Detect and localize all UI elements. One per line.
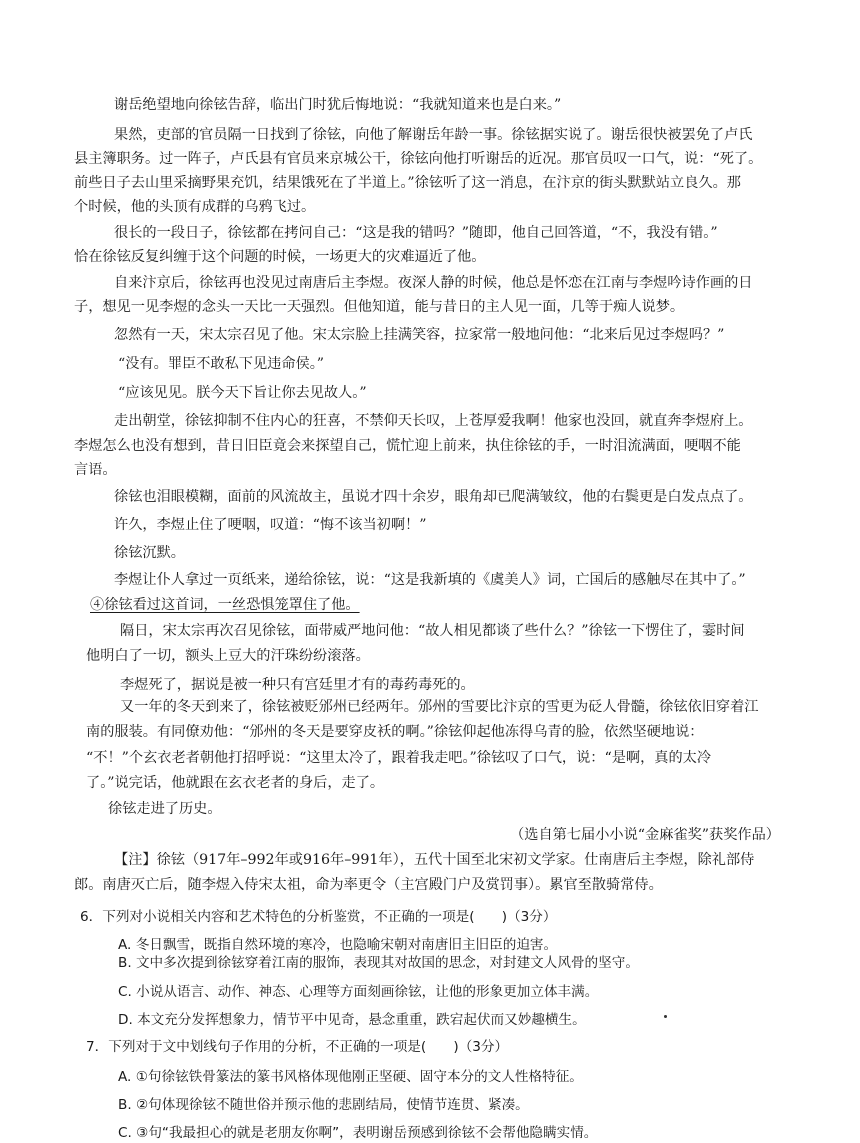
paragraph-line: 走出朝堂，徐铉抑制不住内心的狂喜，不禁仰天长叹，上苍厚爱我啊！他家也没回，就直奔李煜府上。: [114, 413, 753, 429]
paragraph-line: 李煜死了，据说是被一种只有宫廷里才有的毒药毒死的。: [120, 677, 475, 693]
footnote-line: 郎。南唐灭亡后，随李煜入侍宋太祖，命为率更令（主宫殿门户及赏罚事）。累官至散骑常侍。: [74, 877, 663, 893]
question-7-option-b: B. ②句体现徐铉不随世俗并预示他的悲剧结局，使情节连贯、紧凑。: [118, 1097, 529, 1113]
underlined-sentence-4: ④徐铉看过这首词，一丝恐惧笼罩住了他。: [90, 597, 360, 613]
paragraph-line: 县主簿职务。过一阵子，卢氏县有官员来京城公干，徐铉向他打听谢岳的近况。那官员叹一口气，说：“死了。: [74, 151, 763, 167]
question-6-stem: 6．下列对小说相关内容和艺术特色的分析鉴赏，不正确的一项是( )（3分）: [80, 909, 557, 925]
paragraph-line: 很长的一段日子，徐铉都在拷问自己：“这是我的错吗？”随即，他自己回答道，“不，我没有错。”: [114, 225, 718, 241]
paragraph-line: 忽然有一天，宋太宗召见了他。宋太宗脸上挂满笑容，拉家常一般地问他：“北来后见过李煜吗？”: [114, 327, 725, 343]
paragraph-line: 又一年的冬天到来了，徐铉被贬邠州已经两年。邠州的雪要比汴京的雪更为砭人骨髓，徐铉依旧穿着江: [120, 699, 759, 715]
question-7-option-c: C. ③句“我最担心的就是老朋友你啊”，表明谢岳预感到徐铉不会帮他隐瞒实情。: [118, 1125, 598, 1141]
source-attribution: （选自第七届小小说“金麻雀奖”获奖作品）: [510, 827, 780, 843]
question-6-option-b: B. 文中多次提到徐铉穿着江南的服饰，表现其对故国的思念，对封建文人风骨的坚守。: [118, 955, 639, 971]
question-6-option-a: A. 冬日飘雪，既指自然环境的寒冷，也隐喻宋朝对南唐旧主旧臣的迫害。: [118, 937, 558, 953]
paragraph-line: 李煜怎么也没有想到，昔日旧臣竟会来探望自己，慌忙迎上前来，执住徐铉的手，一时泪流满面，哽咽不能: [74, 438, 741, 454]
paragraph-line: 个时候，他的头顶有成群的乌鸦飞过。: [74, 199, 316, 215]
paragraph-line: “不！”个玄衣老者朝他打招呼说：“这里太冷了，跟着我走吧。”徐铉叹了口气，说：“是啊，真的太冷: [86, 750, 712, 766]
paragraph-line: 子，想见一见李煜的念头一天比一天强烈。但他知道，能与昔日的主人见一面，几等于痴人说梦。: [74, 299, 685, 315]
dialogue-line: “应该见见。朕今天下旨让你去见故人。”: [118, 385, 367, 401]
paragraph-line: 许久，李煜止住了哽咽，叹道：“悔不该当初啊！”: [114, 517, 427, 533]
paragraph-line: 徐铉也泪眼模糊，面前的风流故主，虽说才四十余岁，眼角却已爬满皱纹，他的右鬓更是白发点点了。: [114, 489, 753, 505]
footnote-line: 【注】徐铉（917年–992年或916年–991年），五代十国至北宋初文学家。仕南唐后主李煜，除礼部侍: [114, 852, 755, 868]
paragraph-line: 徐铉走进了历史。: [108, 801, 222, 817]
paragraph-line: 自来汴京后，徐铉再也没见过南唐后主李煜。夜深人静的时候，他总是怀恋在江南与李煜吟诗作画的日: [114, 275, 753, 291]
stray-dot-mark: [664, 1015, 667, 1018]
paragraph-line: 他明白了一切，额头上豆大的汗珠纷纷滚落。: [86, 648, 370, 664]
paragraph-line: 言语。: [74, 462, 117, 478]
paragraph-line: 恰在徐铉反复纠缠于这个问题的时候，一场更大的灾难逼近了他。: [74, 249, 486, 265]
dialogue-line: “没有。罪臣不敢私下见违命侯。”: [118, 356, 325, 372]
question-7-option-a: A. ①句徐铉铁骨篆法的篆书风格体现他刚正坚硬、固守本分的文人性格特征。: [118, 1069, 583, 1085]
paragraph-line: 隔日，宋太宗再次召见徐铉，面带威严地问他：“故人相见都谈了些什么？”徐铉一下愣住了，霎时间: [120, 623, 745, 639]
paragraph-line: 了。”说完话，他就跟在玄衣老者的身后，走了。: [86, 775, 385, 791]
paragraph-xie-yue-farewell: 谢岳绝望地向徐铉告辞，临出门时犹后悔地说：“我就知道来也是白来。”: [114, 97, 562, 113]
paragraph-line: 南的服装。有同僚劝他：“邠州的冬天是要穿皮袄的啊。”徐铉仰起他冻得乌青的脸，依然坚硬地说：: [86, 724, 704, 740]
paragraph-line: 李煜让仆人拿过一页纸来，递给徐铉，说：“这是我新填的《虞美人》词，亡国后的感触尽在其中了。”: [114, 572, 746, 588]
question-7-stem: 7．下列对于文中划线句子作用的分析，不正确的一项是( )（3分）: [86, 1039, 509, 1055]
question-6-option-d: D. 本文充分发挥想象力，情节平中见奇，悬念重重，跌宕起伏而又妙趣横生。: [118, 1012, 586, 1028]
paragraph-line: 徐铉沉默。: [114, 545, 185, 561]
question-6-option-c: C. 小说从语言、动作、神态、心理等方面刻画徐铉，让他的形象更加立体丰满。: [118, 984, 599, 1000]
paragraph-line: 果然，吏部的官员隔一日找到了徐铉，向他了解谢岳年龄一事。徐铉据实说了。谢岳很快被罢免了卢氏: [114, 127, 753, 143]
paragraph-line: 前些日子去山里采摘野果充饥，结果饿死在了半道上。”徐铉听了这一消息，在汴京的街头默默站立良久。那: [74, 175, 741, 191]
